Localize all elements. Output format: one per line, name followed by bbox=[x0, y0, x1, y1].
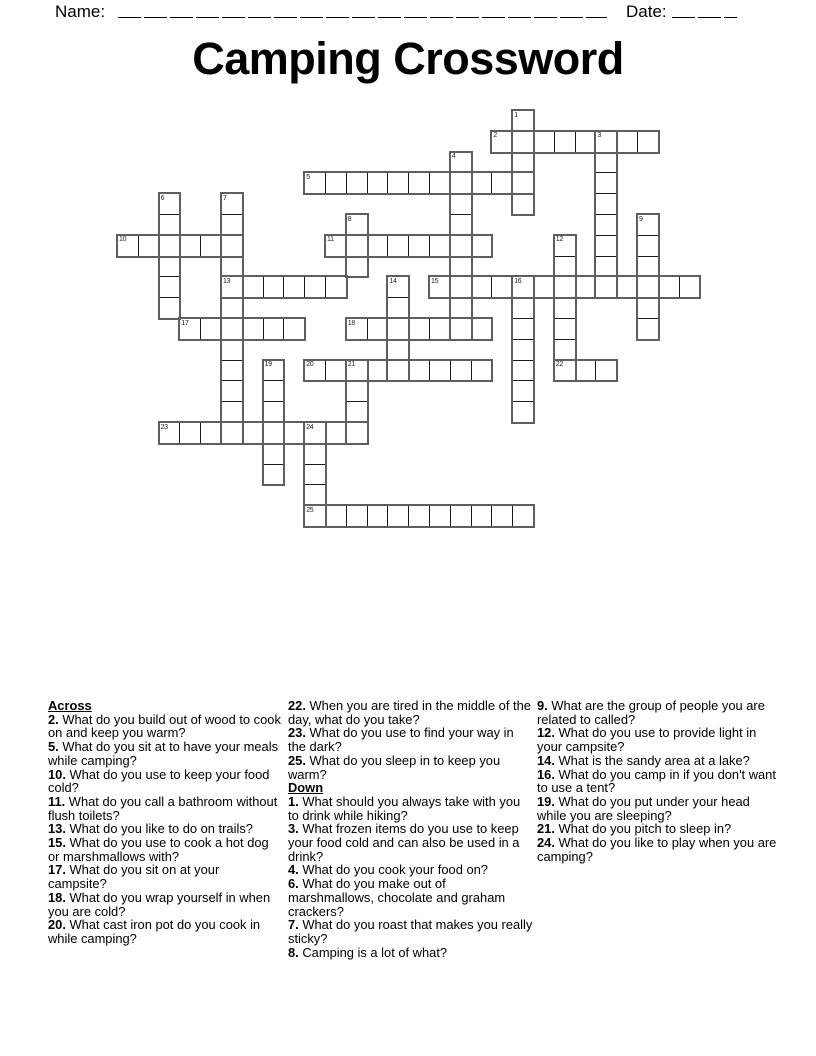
grid-cell[interactable] bbox=[346, 360, 368, 382]
grid-cell[interactable] bbox=[491, 172, 513, 194]
clue-down-16: 16. What do you camp in if you don't want to use a tent? bbox=[537, 766, 776, 796]
grid-cell[interactable] bbox=[575, 131, 597, 153]
grid-cell[interactable] bbox=[429, 235, 451, 257]
grid-cell[interactable] bbox=[471, 360, 493, 382]
grid-cell[interactable] bbox=[242, 318, 264, 340]
grid-cell[interactable] bbox=[221, 235, 243, 257]
cell-number: 21 bbox=[347, 361, 355, 369]
grid-cell[interactable] bbox=[263, 422, 285, 444]
grid-cell[interactable] bbox=[346, 380, 368, 402]
clue-across-10: 10. What do you use to keep your food cold? bbox=[48, 766, 270, 796]
grid-cell[interactable] bbox=[263, 318, 285, 340]
grid-cell[interactable] bbox=[512, 152, 534, 174]
cell-number: 22 bbox=[555, 361, 563, 369]
grid-cell[interactable] bbox=[387, 276, 409, 298]
grid-cell[interactable] bbox=[221, 422, 243, 444]
grid-cell[interactable] bbox=[595, 360, 617, 382]
cell-number: 4 bbox=[451, 153, 456, 161]
date-input-line[interactable] bbox=[672, 16, 737, 18]
grid-cell[interactable] bbox=[637, 235, 659, 257]
clue-column-1 bbox=[48, 699, 281, 946]
grid-cell[interactable] bbox=[387, 339, 409, 361]
grid-cell[interactable] bbox=[637, 131, 659, 153]
grid-cell[interactable] bbox=[367, 235, 389, 257]
grid-cell[interactable] bbox=[159, 214, 181, 236]
grid-cell[interactable] bbox=[221, 193, 243, 215]
grid-cell[interactable] bbox=[616, 276, 638, 298]
grid-cell[interactable] bbox=[533, 276, 555, 298]
grid-cell[interactable] bbox=[304, 422, 326, 444]
grid-cell[interactable] bbox=[221, 339, 243, 361]
grid-cell[interactable] bbox=[263, 380, 285, 402]
grid-cell[interactable] bbox=[325, 276, 347, 298]
grid-cell[interactable] bbox=[679, 276, 701, 298]
cell-number: 15 bbox=[431, 277, 439, 285]
grid-cell[interactable] bbox=[512, 339, 534, 361]
grid-cell[interactable] bbox=[283, 276, 305, 298]
cell-number: 24 bbox=[306, 423, 314, 431]
grid-cell[interactable] bbox=[450, 297, 472, 319]
grid-cell[interactable] bbox=[242, 276, 264, 298]
grid-cell[interactable] bbox=[575, 276, 597, 298]
grid-cell[interactable] bbox=[346, 172, 368, 194]
grid-cell[interactable] bbox=[450, 360, 472, 382]
clue-down-19: 19. What do you put under your head while you are sleeping? bbox=[537, 793, 750, 823]
cell-number: 17 bbox=[181, 319, 189, 327]
date-label: Date: bbox=[626, 2, 667, 21]
grid-cell[interactable] bbox=[554, 318, 576, 340]
grid-cell[interactable] bbox=[179, 422, 201, 444]
grid-cell[interactable] bbox=[512, 110, 534, 132]
grid-cell[interactable] bbox=[221, 401, 243, 423]
clue-down-4: 4. What do you cook your food on? bbox=[288, 862, 488, 878]
grid-cell[interactable] bbox=[450, 152, 472, 174]
clue-down-8: 8. Camping is a lot of what? bbox=[288, 944, 448, 960]
grid-cell[interactable] bbox=[387, 505, 409, 527]
grid-cell[interactable] bbox=[637, 318, 659, 340]
grid-cell[interactable] bbox=[408, 505, 430, 527]
grid-cell[interactable] bbox=[346, 235, 368, 257]
grid-cell[interactable] bbox=[450, 172, 472, 194]
grid-cell[interactable] bbox=[616, 131, 638, 153]
grid-cell[interactable] bbox=[387, 297, 409, 319]
grid-cell[interactable] bbox=[512, 318, 534, 340]
grid-cell[interactable] bbox=[408, 172, 430, 194]
clue-across-5: 5. What do you sit at to have your meals while camping? bbox=[48, 739, 279, 768]
clue-across-15: 15. What do you use to cook a hot dog or marshmallows with? bbox=[48, 835, 269, 864]
grid-cell[interactable] bbox=[159, 297, 181, 319]
cell-number: 16 bbox=[514, 277, 522, 285]
grid-cell[interactable] bbox=[512, 131, 534, 153]
clue-down-7: 7. What do you roast that makes you really sticky? bbox=[288, 917, 533, 946]
grid-cell[interactable] bbox=[554, 256, 576, 278]
cell-number: 3 bbox=[597, 132, 601, 140]
clue-across-17: 17. What do you sit on at your campsite? bbox=[48, 862, 220, 892]
grid-cell[interactable] bbox=[325, 235, 347, 257]
grid-cell[interactable] bbox=[159, 422, 181, 444]
clue-across-2: 2. What do you build out of wood to cook on and keep you warm? bbox=[48, 711, 281, 741]
grid-cell[interactable] bbox=[304, 505, 326, 527]
grid-cell[interactable] bbox=[658, 276, 680, 298]
grid-cell[interactable] bbox=[179, 235, 201, 257]
grid-cell[interactable] bbox=[595, 214, 617, 236]
grid-cell[interactable] bbox=[304, 276, 326, 298]
grid-cell[interactable] bbox=[159, 256, 181, 278]
grid-cell[interactable] bbox=[221, 276, 243, 298]
cell-number: 2 bbox=[493, 132, 497, 140]
grid-cell[interactable] bbox=[263, 443, 285, 465]
grid-cell[interactable] bbox=[304, 443, 326, 465]
grid-cell[interactable] bbox=[221, 214, 243, 236]
grid-cell[interactable] bbox=[221, 380, 243, 402]
cell-number: 10 bbox=[119, 236, 127, 244]
clue-across-25: 25. What do you sleep in to keep you warm? bbox=[288, 752, 501, 782]
grid-cell[interactable] bbox=[242, 422, 264, 444]
grid-cell[interactable] bbox=[595, 172, 617, 194]
name-input-line[interactable] bbox=[118, 16, 607, 18]
grid-cell[interactable] bbox=[491, 131, 513, 153]
grid-cell[interactable] bbox=[471, 318, 493, 340]
grid-cell[interactable] bbox=[575, 360, 597, 382]
grid-cell[interactable] bbox=[637, 214, 659, 236]
grid-cell[interactable] bbox=[554, 131, 576, 153]
grid-cell[interactable] bbox=[159, 276, 181, 298]
grid-cell[interactable] bbox=[367, 505, 389, 527]
grid-cell[interactable] bbox=[221, 256, 243, 278]
grid-cell[interactable] bbox=[346, 505, 368, 527]
clue-across-13: 13. What do you like to do on trails? bbox=[48, 821, 253, 837]
cell-number: 7 bbox=[223, 194, 227, 202]
grid-cell[interactable] bbox=[471, 172, 493, 194]
grid-cell[interactable] bbox=[491, 505, 513, 527]
grid-cell[interactable] bbox=[367, 318, 389, 340]
grid-cell[interactable] bbox=[263, 401, 285, 423]
grid-cell[interactable] bbox=[304, 464, 326, 486]
grid-cell[interactable] bbox=[346, 318, 368, 340]
cell-number: 5 bbox=[306, 173, 310, 181]
clue-down-21: 21. What do you pitch to sleep in? bbox=[537, 821, 732, 837]
clue-across-23: 23. What do you use to find your way in the dark? bbox=[288, 725, 514, 755]
grid-cell[interactable] bbox=[595, 193, 617, 215]
cell-number: 9 bbox=[639, 215, 643, 223]
grid-cell[interactable] bbox=[408, 235, 430, 257]
grid-cell[interactable] bbox=[595, 131, 617, 153]
grid-cell[interactable] bbox=[159, 235, 181, 257]
cell-number: 20 bbox=[306, 361, 314, 369]
grid-cell[interactable] bbox=[387, 235, 409, 257]
grid-cell[interactable] bbox=[429, 360, 451, 382]
grid-cell[interactable] bbox=[595, 276, 617, 298]
grid-cell[interactable] bbox=[512, 380, 534, 402]
grid-cell[interactable] bbox=[512, 297, 534, 319]
grid-cell[interactable] bbox=[387, 360, 409, 382]
grid-cell[interactable] bbox=[450, 235, 472, 257]
grid-cell[interactable] bbox=[325, 505, 347, 527]
grid-cell[interactable] bbox=[408, 360, 430, 382]
clue-down-1: 1. What should you always take with you to drink while hiking? bbox=[288, 793, 521, 823]
clue-column-2 bbox=[288, 699, 534, 959]
page-title: Camping Crossword bbox=[192, 33, 624, 84]
clue-column-3 bbox=[537, 699, 777, 863]
cell-number: 23 bbox=[160, 423, 168, 431]
grid-cell[interactable] bbox=[408, 318, 430, 340]
grid-cell[interactable] bbox=[471, 505, 493, 527]
grid-cell[interactable] bbox=[512, 276, 534, 298]
grid-cell[interactable] bbox=[554, 235, 576, 257]
grid-cell[interactable] bbox=[450, 276, 472, 298]
cell-number: 14 bbox=[389, 277, 397, 285]
name-label: Name: bbox=[55, 2, 106, 21]
grid-cell[interactable] bbox=[637, 297, 659, 319]
cell-number: 12 bbox=[555, 236, 563, 244]
grid-cell[interactable] bbox=[221, 360, 243, 382]
grid-cell[interactable] bbox=[263, 276, 285, 298]
cell-number: 19 bbox=[264, 361, 272, 369]
grid-cell[interactable] bbox=[367, 360, 389, 382]
clue-down-14: 14. What is the sandy area at a lake? bbox=[537, 752, 750, 768]
grid-cell[interactable] bbox=[200, 318, 222, 340]
clues-down-header: Down bbox=[288, 780, 324, 796]
grid-cell[interactable] bbox=[304, 360, 326, 382]
grid-cell[interactable] bbox=[512, 505, 534, 527]
grid-cell[interactable] bbox=[637, 276, 659, 298]
grid-cell[interactable] bbox=[512, 401, 534, 423]
grid-cell[interactable] bbox=[429, 276, 451, 298]
grid-cell[interactable] bbox=[512, 193, 534, 215]
clue-down-3: 3. What frozen items do you use to keep your food cold and can also be used in a drink? bbox=[288, 821, 520, 864]
grid-cell[interactable] bbox=[346, 401, 368, 423]
grid-cell[interactable] bbox=[159, 193, 181, 215]
grid-cell[interactable] bbox=[346, 256, 368, 278]
grid-cell[interactable] bbox=[491, 276, 513, 298]
grid-cell[interactable] bbox=[450, 256, 472, 278]
grid-cell[interactable] bbox=[117, 235, 139, 257]
grid-cell[interactable] bbox=[637, 256, 659, 278]
grid-cell[interactable] bbox=[450, 193, 472, 215]
grid-cell[interactable] bbox=[429, 172, 451, 194]
grid-cell[interactable] bbox=[595, 152, 617, 174]
grid-cell[interactable] bbox=[554, 360, 576, 382]
clue-across-20: 20. What cast iron pot do you cook in while camping? bbox=[48, 917, 261, 946]
grid-cell[interactable] bbox=[429, 318, 451, 340]
grid-cell[interactable] bbox=[179, 318, 201, 340]
cell-number: 8 bbox=[347, 215, 352, 223]
grid-cell[interactable] bbox=[471, 235, 493, 257]
grid-cell[interactable] bbox=[283, 422, 305, 444]
grid-cell[interactable] bbox=[512, 360, 534, 382]
grid-cell[interactable] bbox=[429, 505, 451, 527]
clue-across-18: 18. What do you wrap yourself in when you are cold? bbox=[48, 889, 271, 919]
grid-cell[interactable] bbox=[554, 339, 576, 361]
clue-down-6: 6. What do you make out of marshmallows, chocolate and graham crackers? bbox=[288, 876, 506, 919]
grid-cell[interactable] bbox=[200, 235, 222, 257]
grid-cell[interactable] bbox=[533, 131, 555, 153]
grid-cell[interactable] bbox=[512, 172, 534, 194]
grid-cell[interactable] bbox=[221, 318, 243, 340]
grid-cell[interactable] bbox=[346, 214, 368, 236]
clue-across-11: 11. What do you call a bathroom without flush toilets? bbox=[48, 793, 278, 823]
clue-down-9: 9. What are the group of people you are related to called? bbox=[537, 698, 765, 727]
clue-down-24: 24. What do you like to play when you are camping? bbox=[537, 835, 777, 864]
grid-cell[interactable] bbox=[595, 235, 617, 257]
cell-number: 13 bbox=[223, 277, 231, 285]
grid-cell[interactable] bbox=[325, 172, 347, 194]
grid-cell[interactable] bbox=[346, 422, 368, 444]
cell-number: 25 bbox=[306, 506, 314, 514]
grid-cell[interactable] bbox=[221, 297, 243, 319]
cell-number: 11 bbox=[327, 236, 334, 244]
grid-cell[interactable] bbox=[263, 464, 285, 486]
grid-cell[interactable] bbox=[450, 505, 472, 527]
crossword-grid bbox=[117, 110, 701, 528]
grid-cell[interactable] bbox=[554, 297, 576, 319]
grid-cell[interactable] bbox=[200, 422, 222, 444]
grid-cell[interactable] bbox=[304, 484, 326, 506]
grid-cell[interactable] bbox=[138, 235, 160, 257]
cell-number: 1 bbox=[514, 111, 518, 119]
clue-down-12: 12. What do you use to provide light in your campsite? bbox=[537, 725, 757, 755]
grid-cell[interactable] bbox=[325, 360, 347, 382]
clue-across-22: 22. When you are tired in the middle of the day, what do you take? bbox=[288, 698, 531, 727]
cell-number: 6 bbox=[160, 194, 165, 202]
grid-cell[interactable] bbox=[387, 318, 409, 340]
grid-cell[interactable] bbox=[471, 276, 493, 298]
clues-across-header: Across bbox=[48, 698, 92, 713]
grid-cell[interactable] bbox=[554, 276, 576, 298]
grid-cell[interactable] bbox=[450, 214, 472, 236]
cell-number: 18 bbox=[347, 319, 355, 327]
grid-cell[interactable] bbox=[450, 318, 472, 340]
grid-cell[interactable] bbox=[263, 360, 285, 382]
grid-cell[interactable] bbox=[325, 422, 347, 444]
grid-cell[interactable] bbox=[595, 256, 617, 278]
grid-cell[interactable] bbox=[283, 318, 305, 340]
grid-cell[interactable] bbox=[367, 172, 389, 194]
grid-cell[interactable] bbox=[304, 172, 326, 194]
grid-cell[interactable] bbox=[387, 172, 409, 194]
